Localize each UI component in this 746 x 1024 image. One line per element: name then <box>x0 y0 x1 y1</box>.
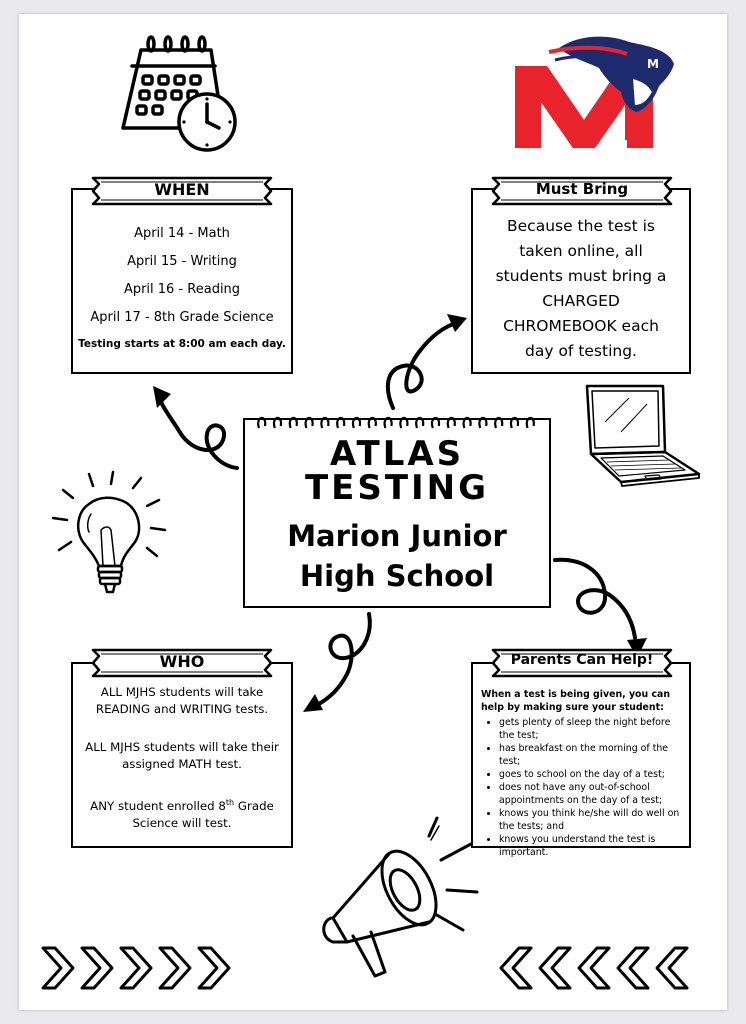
must-bring-line-6: day of testing. <box>525 342 637 360</box>
arrow-to-who <box>297 612 397 716</box>
spiral-ring <box>400 418 407 428</box>
chevron-shape <box>199 948 229 988</box>
spiral-ring <box>369 418 376 428</box>
must-bring-box <box>471 188 691 374</box>
who-paragraph-3: ANY student enrolled 8th Grade Science will test. <box>90 798 274 830</box>
spiral-ring <box>495 418 502 428</box>
must-bring-line-5: CHROMEBOOK each <box>503 317 659 335</box>
parents-heading: Parents Can Help! <box>510 652 654 668</box>
chevron-shape <box>43 948 73 988</box>
spiral-ring <box>511 418 518 428</box>
parents-banner <box>485 648 679 678</box>
when-date-4: April 17 - 8th Grade Science <box>90 310 274 325</box>
spiral-ring <box>479 418 486 428</box>
when-date-3: April 16 - Reading <box>123 282 241 297</box>
spiral-ring <box>258 418 265 428</box>
main-title-box <box>243 418 551 608</box>
spiral-ring <box>306 418 313 428</box>
helmet-letter: M <box>647 57 659 71</box>
laptop-icon <box>581 382 703 486</box>
when-heading: WHEN <box>154 180 210 199</box>
chevron-shape <box>540 948 570 988</box>
arrow-to-when <box>149 378 249 478</box>
when-note: Testing starts at 8:00 am each day. <box>78 338 286 350</box>
parents-box <box>471 662 691 858</box>
must-bring-heading: Must Bring <box>535 180 629 198</box>
when-date-2: April 15 - Writing <box>127 254 237 269</box>
chevron-shape <box>160 948 190 988</box>
chevron-shape <box>501 948 531 988</box>
must-bring-line-2: taken online, all <box>519 242 643 260</box>
spiral-ring <box>448 418 455 428</box>
who-heading: WHO <box>159 652 205 671</box>
who-paragraph-1: ALL MJHS students will take READING and WRITING tests. <box>95 685 269 716</box>
spiral-ring <box>527 418 534 428</box>
list-item: • has breakfast on the morning of the test; <box>499 742 683 768</box>
school-logo <box>509 28 679 152</box>
chevron-shape <box>121 948 151 988</box>
list-item: • gets plenty of sleep the night before the test; <box>499 716 683 742</box>
chevrons-right-icon <box>39 944 239 994</box>
chevron-shape <box>618 948 648 988</box>
spiral-ring <box>321 418 328 428</box>
spiral-ring <box>337 418 344 428</box>
flyer-page <box>19 14 727 1010</box>
chevrons-left-icon <box>497 944 697 994</box>
school-line-2: High School <box>299 559 495 593</box>
when-date-1: April 14 - Math <box>134 226 230 241</box>
megaphone-icon <box>313 814 483 986</box>
spiral-ring <box>290 418 297 428</box>
must-bring-line-4: CHARGED <box>542 292 620 310</box>
chevron-shape <box>657 948 687 988</box>
calendar-clock-icon <box>119 34 244 152</box>
spiral-ring <box>274 418 281 428</box>
who-paragraph-2: ALL MJHS students will take their assigned MATH test. <box>85 740 279 771</box>
when-box <box>71 188 293 374</box>
arrow-to-must-bring <box>375 310 475 414</box>
list-item: • does not have any out-of-school appointments on the day of a test; <box>499 781 683 807</box>
school-line-1: Marion Junior <box>287 519 507 553</box>
spiral-ring <box>385 418 392 428</box>
must-bring-line-1: Because the test is <box>507 217 655 235</box>
lightbulb-icon <box>49 468 167 598</box>
spiral-ring <box>464 418 471 428</box>
list-item: • knows you think he/she will do well on the tests; and <box>499 807 683 833</box>
must-bring-line-3: students must bring a <box>495 267 667 285</box>
parents-list <box>481 716 683 859</box>
spiral-ring <box>416 418 423 428</box>
list-item: • knows you understand the test is important. <box>499 833 683 859</box>
parents-intro: When a test is being given, you can help by making sure your student: <box>481 689 670 713</box>
must-bring-banner <box>485 176 679 206</box>
spiral-ring <box>432 418 439 428</box>
chevron-shape <box>82 948 112 988</box>
who-banner <box>85 648 279 678</box>
spiral-binding <box>251 412 543 434</box>
title-line-2: TESTING <box>304 468 490 508</box>
chevron-shape <box>579 948 609 988</box>
list-item: • goes to school on the day of a test; <box>499 768 683 781</box>
who-box <box>71 662 293 848</box>
title-line-1: ATLAS <box>329 434 465 474</box>
when-banner <box>85 176 279 206</box>
spiral-ring <box>353 418 360 428</box>
